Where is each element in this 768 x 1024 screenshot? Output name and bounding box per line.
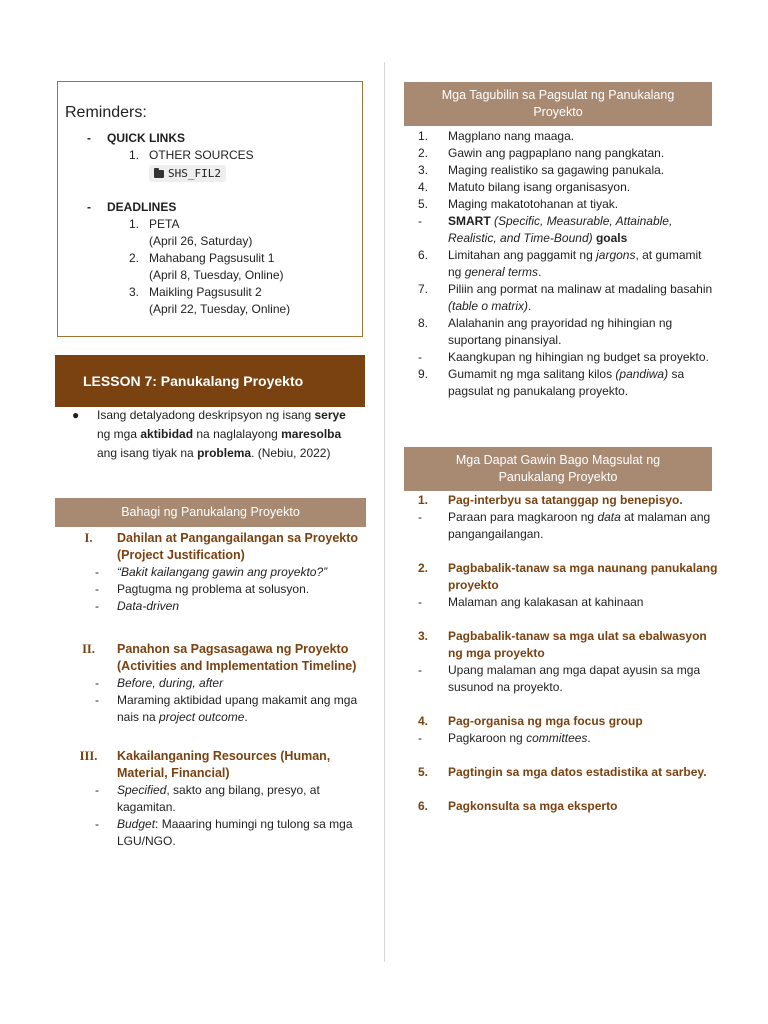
reminders-box bbox=[57, 81, 363, 337]
list-item: - Upang malaman ang mga dapat ayusin sa mga susunod na proyekto. bbox=[418, 663, 701, 694]
list-item: 5. Pagtingin sa mga datos estadistika at sarbey. bbox=[418, 765, 707, 779]
folder-icon bbox=[154, 170, 164, 178]
list-item: 8. Alalahanin ang prayoridad ng hihingian ng suportang pinansiyal. bbox=[418, 316, 673, 347]
lesson-definition: ● Isang detalyadong deskripsyon ng isang serye ng mga aktibidad na naglalayong maresolba ang isang tiyak na problema. (Nebiu, 2022) bbox=[72, 408, 346, 460]
list-item: 9. Gumamit ng mga salitang kilos (pandiwa) sa pagsulat ng panukalang proyekto. bbox=[418, 367, 685, 398]
bahagi-header: Bahagi ng Panukalang Proyekto bbox=[55, 498, 366, 527]
deadline-item: 3. Maikling Pagsusulit 2 (April 22, Tuesday, Online) bbox=[129, 284, 291, 316]
section-justification: I. Dahilan at Pangangailangan sa Proyekto (Project Justification) - “Bakit kailangang gawin ang proyekto?” - Pagtugma ng problema at solusyon. - Data-driven bbox=[84, 531, 359, 613]
list-item: 5. Maging makatotohanan at tiyak. bbox=[418, 197, 619, 211]
list-item: - Pagkaroon ng committees. bbox=[418, 731, 591, 745]
bahagi-sections bbox=[60, 530, 360, 864]
list-item: 7. Piliin ang pormat na malinaw at madaling basahin (table o matrix). bbox=[418, 282, 713, 313]
list-item: 3. Maging realistiko sa gagawing panukala. bbox=[418, 163, 665, 177]
tagubilin-list bbox=[418, 128, 718, 400]
other-sources-item: 1. OTHER SOURCES bbox=[129, 148, 254, 162]
list-item: 2. Gawin ang pagpaplano nang pangkatan. bbox=[418, 146, 665, 160]
list-item: - Kaangkupan ng hihingian ng budget sa proyekto. bbox=[418, 350, 709, 364]
list-item: 3. Pagbabalik-tanaw sa mga ulat sa ebalwasyon ng mga proyekto bbox=[418, 629, 707, 660]
shs-fil2-link-chip[interactable]: SHS_FIL2 bbox=[149, 165, 226, 182]
column-divider bbox=[384, 62, 385, 962]
list-item: 6. Limitahan ang paggamit ng jargons, at gumamit ng general terms. bbox=[418, 248, 702, 279]
list-item: 1. Magplano nang maaga. bbox=[418, 129, 575, 143]
list-item: 6. Pagkonsulta sa mga eksperto bbox=[418, 799, 618, 813]
list-item: 4. Matuto bilang isang organisasyon. bbox=[418, 180, 631, 194]
deadline-item: 2. Mahabang Pagsusulit 1 (April 8, Tuesday, Online) bbox=[129, 250, 284, 282]
lesson-title-banner: LESSON 7: Panukalang Proyekto bbox=[55, 355, 365, 407]
reminders-title: Reminders: bbox=[65, 104, 147, 121]
deadlines-heading: - DEADLINES bbox=[87, 199, 177, 214]
list-item: - Paraan para magkaroon ng data at malaman ang pangangailangan. bbox=[418, 510, 711, 541]
dapat-header: Mga Dapat Gawin Bago Magsulat ng Panukalang Proyekto bbox=[404, 447, 712, 491]
deadline-item: 1. PETA (April 26, Saturday) bbox=[129, 216, 253, 248]
list-item: - Malaman ang kalakasan at kahinaan bbox=[418, 595, 644, 609]
list-item: 2. Pagbabalik-tanaw sa mga naunang panukalang proyekto bbox=[418, 561, 718, 592]
list-item: - SMART (Specific, Measurable, Attainable, Realistic, and Time-Bound) goals bbox=[418, 214, 673, 245]
list-item: 4. Pag-organisa ng mga focus group bbox=[418, 714, 643, 728]
quick-links-heading: - QUICK LINKS bbox=[87, 131, 185, 145]
list-item: 1. Pag-interbyu sa tatanggap ng benepisyo. bbox=[418, 493, 683, 507]
section-resources: III. Kakailanganing Resources (Human, Material, Financial) - Specified, sakto ang bilang, presyo, at kagamitan. - Budget: Maaaring humingi ng tulong sa mga LGU/NGO. bbox=[79, 749, 353, 848]
tagubilin-header: Mga Tagubilin sa Pagsulat ng Panukalang Proyekto bbox=[404, 82, 712, 126]
section-timeline: II. Panahon sa Pagsasagawa ng Proyekto (Activities and Implementation Timeline) - Before, during, after - Maraming aktibidad upang makamit ang mga nais na project outcome. bbox=[82, 642, 358, 724]
dapat-list bbox=[418, 492, 718, 815]
